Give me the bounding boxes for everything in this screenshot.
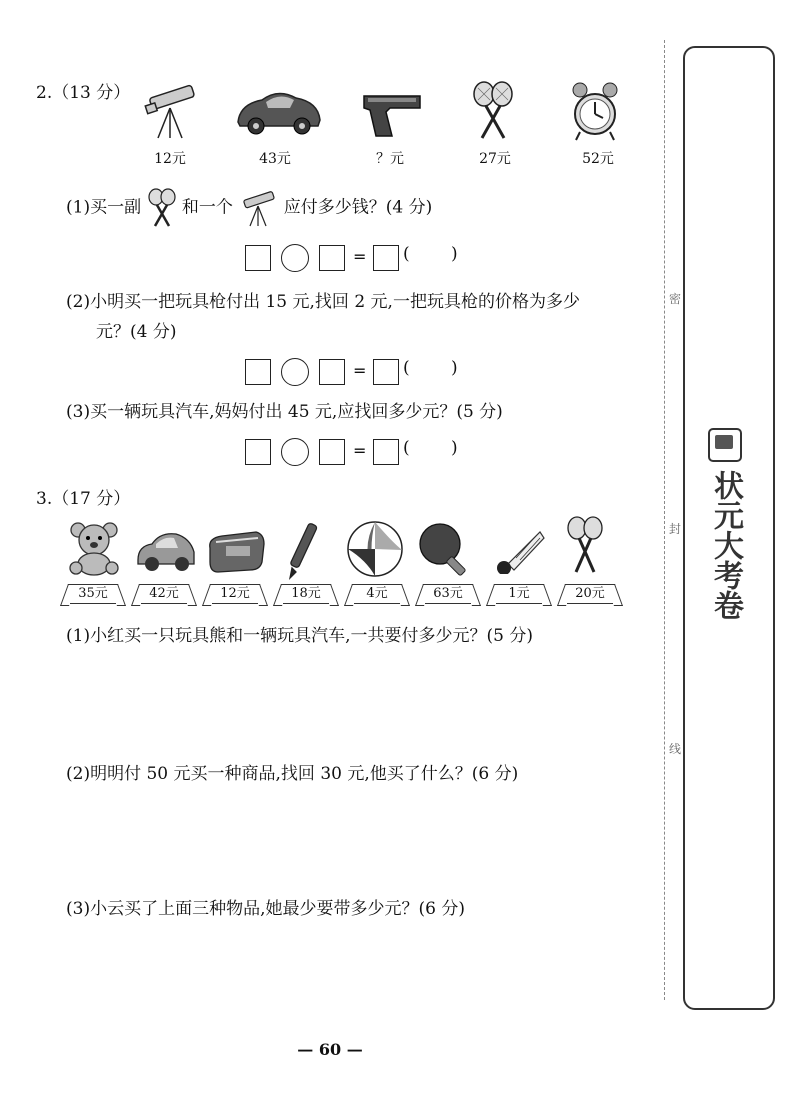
price-label: 12元 [154, 151, 186, 167]
equation-row [245, 357, 475, 387]
open-paren: ( [403, 244, 410, 264]
q2-sub2-line2: 元？(4 分) [96, 322, 177, 342]
rackets-icon [470, 80, 516, 142]
alarm-clock-icon [570, 80, 620, 142]
beach-ball-icon [346, 520, 404, 578]
pen-icon [282, 518, 322, 580]
teddy-bear-icon [66, 520, 122, 576]
answer-box[interactable] [319, 359, 345, 385]
price-tag: 12元 [212, 584, 258, 604]
close-paren: ) [451, 438, 458, 458]
shuttlecock-icon [490, 528, 546, 574]
q3-sub2: (2)明明付 50 元买一种商品,找回 30 元,他买了什么？(6 分) [66, 764, 519, 784]
question-3-title: 3.（17 分） [36, 489, 131, 509]
binding-mark: 线 [669, 742, 682, 756]
q2-sub1-suffix: 应付多少钱？(4 分) [283, 197, 433, 218]
open-paren: ( [403, 438, 410, 458]
rackets-icon [147, 188, 177, 228]
answer-box[interactable] [373, 439, 399, 465]
q2-sub2-line1: (2)小明买一把玩具枪付出 15 元,找回 2 元,一把玩具枪的价格为多少 [66, 292, 580, 312]
answer-box[interactable] [245, 439, 271, 465]
q2-sub1-prefix: (1)买一副 [66, 197, 142, 218]
price-tag: 18元 [283, 584, 329, 604]
logo-text: 状元大考卷 [708, 470, 743, 620]
price-tag: 20元 [567, 584, 613, 604]
answer-box[interactable] [373, 359, 399, 385]
toy-car-icon [232, 84, 324, 136]
equals-sign: = [353, 361, 367, 380]
telescope-icon [140, 80, 200, 142]
toy-car-icon [134, 528, 198, 574]
price-tag: 35元 [70, 584, 116, 604]
answer-box[interactable] [373, 245, 399, 271]
ping-pong-paddle-icon [418, 522, 474, 578]
close-paren: ) [451, 244, 458, 264]
binding-dashed-line [664, 40, 665, 1000]
answer-box[interactable] [319, 245, 345, 271]
pencil-case-icon [206, 528, 266, 576]
q3-sub3: (3)小云买了上面三种物品,她最少要带多少元？(6 分) [66, 899, 465, 919]
binding-mark: 封 [669, 522, 682, 536]
rackets-icon [566, 516, 604, 576]
price-tag: 63元 [425, 584, 471, 604]
price-label: ？元 [376, 151, 404, 167]
equation-row [245, 437, 475, 467]
operator-circle[interactable] [281, 438, 309, 466]
close-paren: ) [451, 358, 458, 378]
answer-box[interactable] [245, 245, 271, 271]
logo-badge-icon [708, 428, 742, 462]
equals-sign: = [353, 247, 367, 266]
price-label: 43元 [259, 151, 291, 167]
toy-gun-icon [360, 90, 424, 140]
operator-circle[interactable] [281, 244, 309, 272]
q2-sub1-mid: 和一个 [181, 197, 233, 218]
operator-circle[interactable] [281, 358, 309, 386]
q3-sub1: (1)小红买一只玩具熊和一辆玩具汽车,一共要付多少元？(5 分) [66, 626, 533, 646]
price-label: 52元 [582, 151, 614, 167]
binding-mark: 密 [669, 292, 682, 306]
question-2-title: 2.（13 分） [36, 83, 131, 103]
equals-sign: = [353, 441, 367, 460]
price-label: 27元 [479, 151, 511, 167]
equation-row [245, 243, 475, 273]
q2-sub1 [66, 188, 432, 228]
q2-sub3: (3)买一辆玩具汽车,妈妈付出 45 元,应找回多少元？(5 分) [66, 402, 503, 422]
page-number: — 60 — [297, 1040, 363, 1059]
price-tag: 42元 [141, 584, 187, 604]
open-paren: ( [403, 358, 410, 378]
price-tag: 4元 [354, 584, 400, 604]
price-tag: 1元 [496, 584, 542, 604]
telescope-icon [238, 188, 278, 228]
answer-box[interactable] [319, 439, 345, 465]
answer-box[interactable] [245, 359, 271, 385]
